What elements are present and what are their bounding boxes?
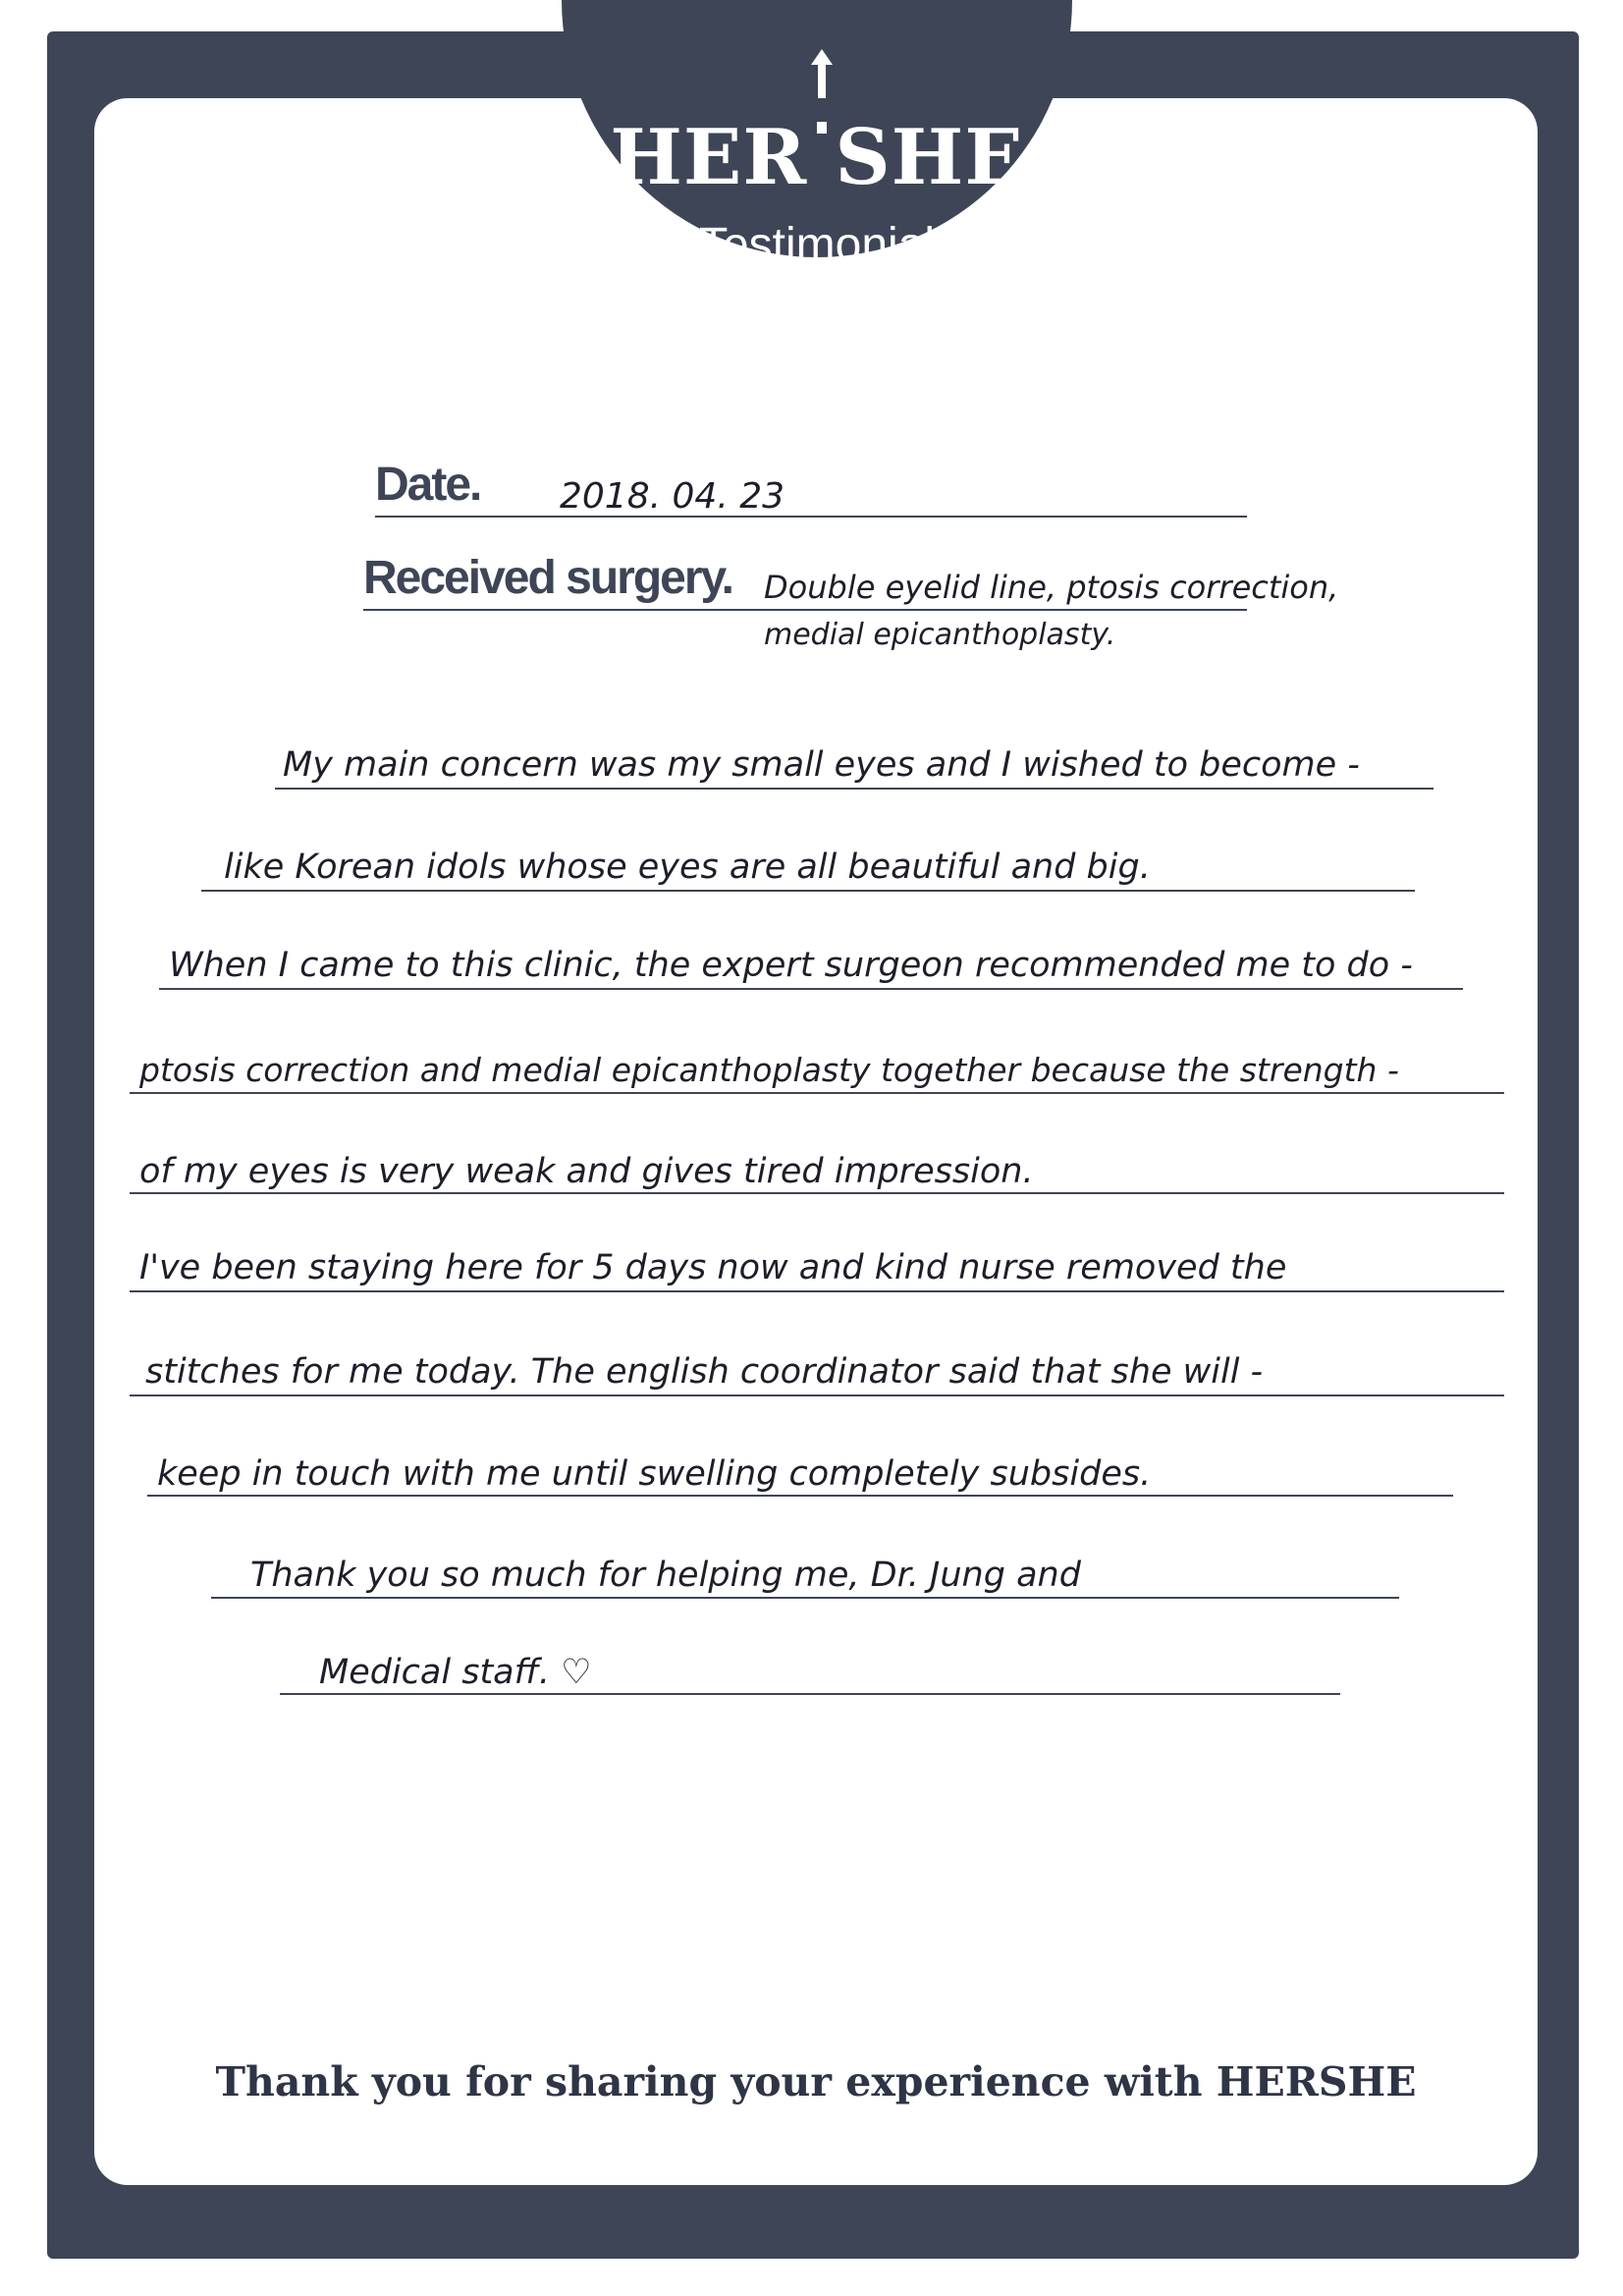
date-underline: [375, 516, 1247, 518]
testimonial-card: [94, 98, 1538, 2185]
testimonial-line-rule: [130, 1394, 1504, 1396]
date-value: 2018. 04. 23: [560, 476, 785, 517]
testimonial-line-rule: [130, 1192, 1504, 1194]
testimonial-line: ptosis correction and medial epicanthoplasty together because the strength -: [139, 1051, 1399, 1089]
surgery-label: Received surgery.: [363, 552, 732, 604]
testimonial-line: of my eyes is very weak and gives tired impression.: [139, 1152, 1034, 1191]
testimonial-line-rule: [130, 1290, 1504, 1292]
testimonial-line-rule: [280, 1693, 1340, 1695]
page-title: Testimonial: [698, 219, 936, 271]
testimonial-line: keep in touch with me until swelling completely subsides.: [157, 1454, 1152, 1494]
testimonial-line: Medical staff. ♡: [319, 1653, 592, 1692]
testimonial-line-rule: [147, 1495, 1453, 1497]
testimonial-line: like Korean idols whose eyes are all beautiful and big.: [224, 847, 1151, 887]
surgery-underline: [363, 609, 1247, 611]
testimonial-line-rule: [201, 890, 1415, 892]
testimonial-line-rule: [130, 1092, 1504, 1094]
brand-logo: HER SHE: [610, 113, 1024, 202]
testimonial-line: Thank you so much for helping me, Dr. Jung and: [250, 1556, 1081, 1595]
testimonial-line: My main concern was my small eyes and I wished to become -: [283, 745, 1360, 785]
testimonial-line: stitches for me today. The english coordinator said that she will -: [145, 1352, 1264, 1392]
surgery-value-line1: Double eyelid line, ptosis correction,: [764, 569, 1339, 606]
testimonial-line-rule: [211, 1597, 1399, 1599]
testimonial-line-rule: [159, 988, 1463, 990]
testimonial-line: When I came to this clinic, the expert surgeon recommended me to do -: [169, 946, 1413, 985]
testimonial-line-rule: [275, 788, 1434, 790]
testimonial-line: I've been staying here for 5 days now and kind nurse removed the: [139, 1248, 1287, 1287]
surgery-value-line2: medial epicanthoplasty.: [764, 618, 1116, 652]
date-label: Date.: [375, 459, 481, 511]
footer-message: Thank you for sharing your experience with HERSHE: [215, 2058, 1417, 2105]
